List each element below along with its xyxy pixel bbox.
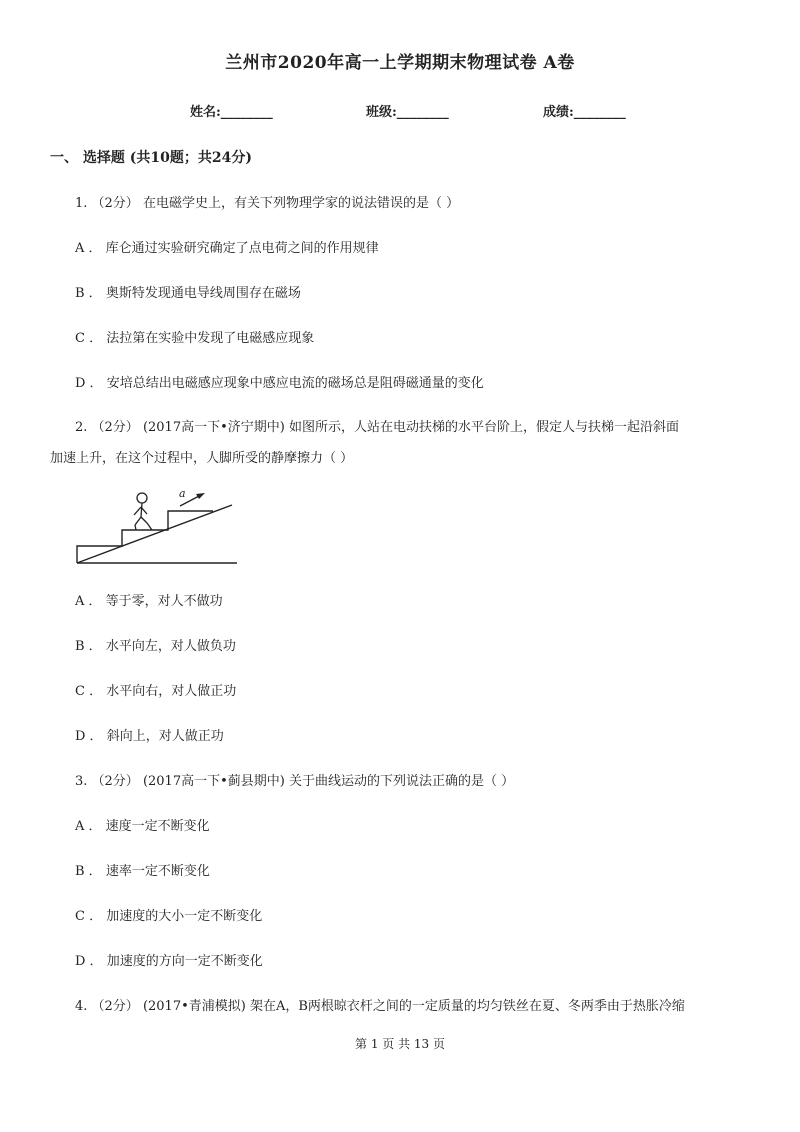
question-1-option-b: B ． 奥斯特发现通电导线周围存在磁场 [75,286,301,301]
class-field-label: 班级:________ [366,105,449,120]
question-2-option-a: A ． 等于零，对人不做功 [75,594,223,609]
page-footer: 第 1 页 共 13 页 [355,1037,445,1051]
question-3-stem: 3. （2分） (2017高一下•蓟县期中) 关于曲线运动的下列说法正确的是（ ） [75,774,515,789]
person-body [141,503,142,517]
escalator-diagram [75,486,245,568]
question-1-stem: 1. （2分） 在电磁学史上，有关下列物理学家的说法错误的是（ ） [75,196,460,211]
person-leg-left-lower [135,525,136,530]
question-2-option-d: D ． 斜向上，对人做正功 [75,729,224,744]
question-4-stem: 4. （2分） (2017•青浦模拟) 架在A，B两根晾衣杆之间的一定质量的均匀铁丝在夏、冬两季由于热胀冷缩 [75,999,685,1014]
name-field-label: 姓名:________ [190,105,273,120]
question-3-option-c: C ． 加速度的大小一定不断变化 [75,909,263,924]
question-2-stem-line-1: 2. （2分） (2017高一下•济宁期中) 如图所示，人站在电动扶梯的水平台阶上，假定人与扶梯一起沿斜面 [75,420,679,435]
person-leg-right-upper [141,517,147,523]
question-2-option-b: B ． 水平向左，对人做负功 [75,639,236,654]
question-3-option-a: A ． 速度一定不断变化 [75,819,210,834]
question-3-option-d: D ． 加速度的方向一定不断变化 [75,954,263,969]
question-2-option-c: C ． 水平向右，对人做正功 [75,684,237,699]
section-heading: 一、 选择题 (共10题；共24分) [50,150,252,166]
question-1-option-a: A ． 库仑通过实验研究确定了点电荷之间的作用规律 [75,241,379,256]
person-head [137,493,147,503]
incline-line [77,505,232,563]
question-1-option-c: C ． 法拉第在实验中发现了电磁感应现象 [75,331,315,346]
question-2-stem-line-2: 加速上升，在这个过程中，人脚所受的静摩擦力（ ） [50,451,354,466]
question-3-option-b: B ． 速率一定不断变化 [75,864,210,879]
acceleration-arrowhead [196,493,205,499]
question-1-option-d: D ． 安培总结出电磁感应现象中感应电流的磁场总是阻碍磁通量的变化 [75,376,484,391]
page-title: 兰州市2020年高一上学期期末物理试卷 A卷 [225,53,575,73]
score-field-label: 成绩:________ [543,105,626,120]
person-leg-left-upper [135,517,141,525]
person-leg-right-lower [147,523,152,530]
escalator-figure [75,486,245,572]
person-arm-left [134,507,141,515]
acceleration-label: a [179,487,186,500]
